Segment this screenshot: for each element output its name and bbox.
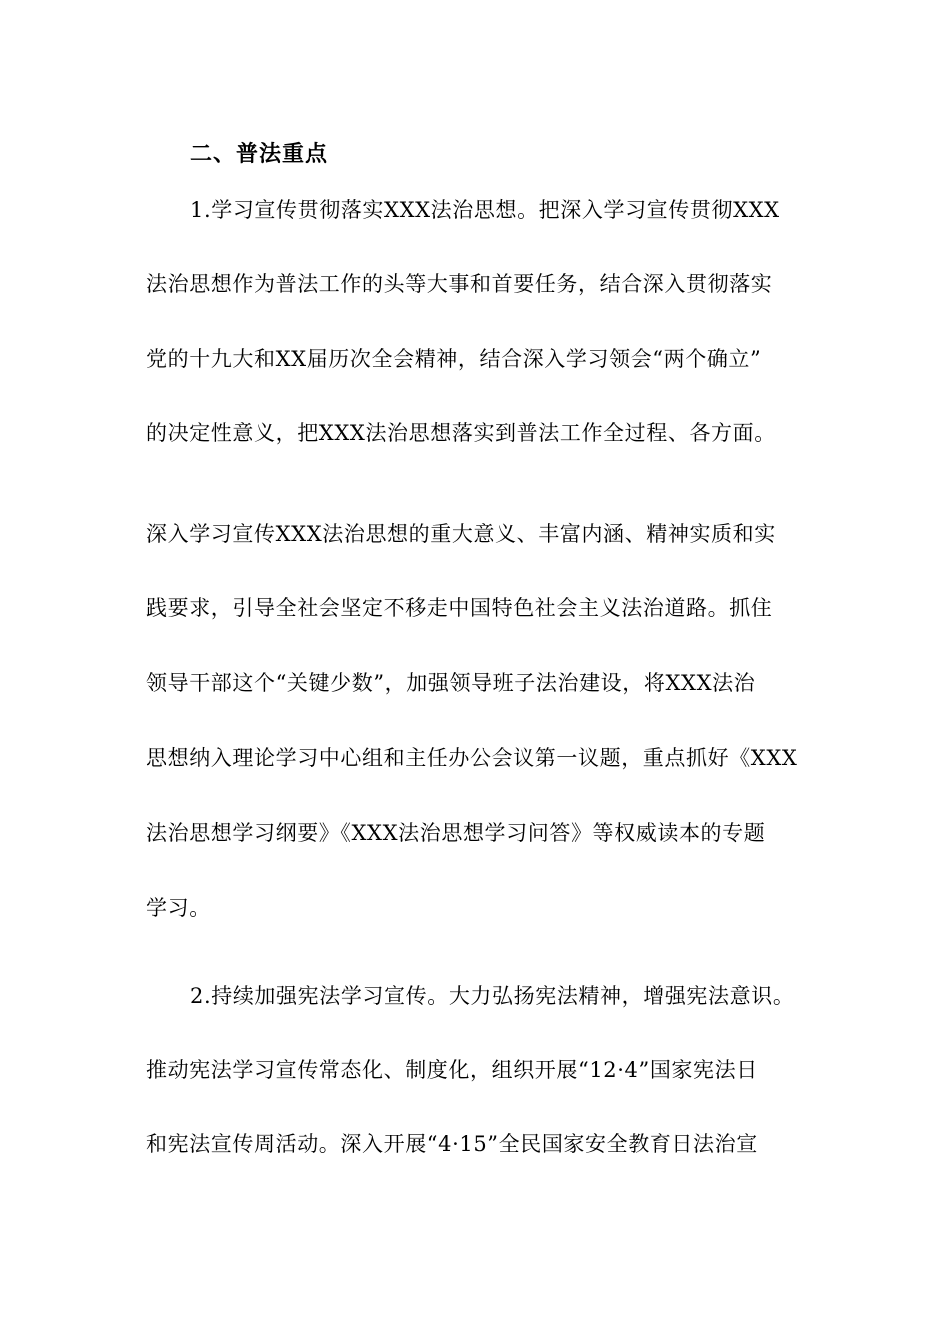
paragraph-1-line: 思想纳入理论学习中心组和主任办公会议第一议题，重点抓好《XXX: [146, 746, 798, 770]
paragraph-1-line: 领导干部这个“关键少数”，加强领导班子法治建设，将XXX法治: [146, 671, 756, 695]
paragraph-1-line: 深入学习宣传XXX法治思想的重大意义、丰富内涵、精神实质和实: [146, 522, 776, 546]
paragraph-2-line: 推动宪法学习宣传常态化、制度化，组织开展“12·4”国家宪法日: [146, 1058, 758, 1082]
paragraph-1-line: 1.学习宣传贯彻落实XXX法治思想。把深入学习宣传贯彻XXX: [190, 198, 780, 222]
paragraph-1-line: 法治思想学习纲要》《XXX法治思想学习问答》等权威读本的专题: [146, 821, 766, 845]
paragraph-1-line: 学习。: [146, 896, 211, 920]
paragraph-2-line: 和宪法宣传周活动。深入开展“4·15”全民国家安全教育日法治宣: [146, 1132, 758, 1156]
paragraph-2-line: 2.持续加强宪法学习宣传。大力弘扬宪法精神，增强宪法意识。: [190, 984, 795, 1008]
section-heading: 二、普法重点: [190, 141, 329, 167]
paragraph-1-line: 践要求，引导全社会坚定不移走中国特色社会主义法治道路。抓住: [146, 596, 773, 620]
paragraph-1-line: 的决定性意义，把XXX法治思想落实到普法工作全过程、各方面。: [146, 421, 776, 445]
paragraph-1-line: 法治思想作为普法工作的头等大事和首要任务，结合深入贯彻落实: [146, 272, 773, 296]
paragraph-1-line: 党的十九大和XX届历次全会精神，结合深入学习领会“两个确立”: [146, 347, 762, 371]
